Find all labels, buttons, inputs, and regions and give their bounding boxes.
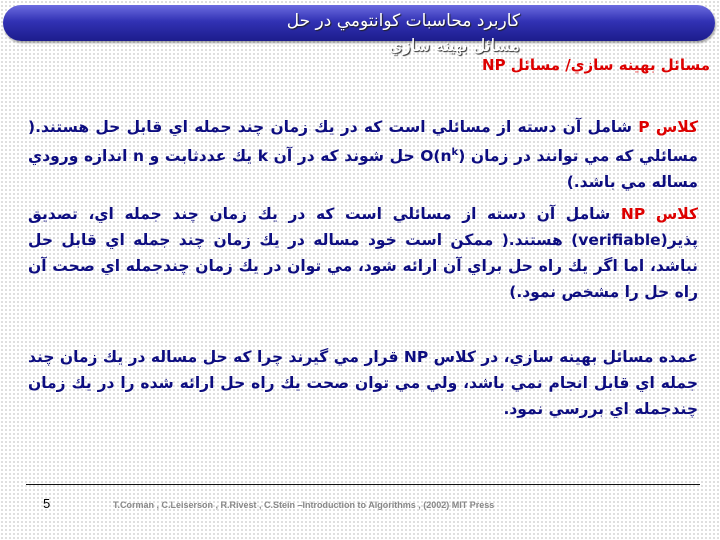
p-class-label: كلاس P [638,118,698,136]
conclusion-paragraph: عمده مسائل بهينه سازي، در كلاس NP قرار مي گيرند چرا كه حل مساله در يك زمان چند جمله اي قابل انجام نمي باشد، ولي مي توان صحت يك راه حل ارائه شده را در يك زمان چندجمله اي بررسي نمود. [28,348,698,418]
p-class-text-2: حل شوند كه در آن k يك عددثابت و n اندازه ورودي مساله مي باشد.) [28,147,698,192]
p-class-paragraph [28,114,698,195]
page-number: 5 [43,496,51,511]
footer-citation: T.Corman , C.Leiserson , R.Rivest , C.Stein –Introduction to Algorithms , (2002) MIT Press [113,500,495,510]
slide-title: كاربرد محاسبات كوانتومي در حل مسائل بهينه سازي [286,11,520,56]
complexity-expression [420,147,465,165]
complexity-base: O(n [420,147,452,166]
footer-divider [26,484,700,485]
slide-subtitle: مسائل بهينه سازي/ مسائل NP [482,56,710,74]
complexity-close: ) [458,147,466,166]
np-class-paragraph [28,201,698,305]
np-class-label: كلاس NP [620,205,698,223]
p-class-text-1: شامل آن دسته از مسائلي است كه در يك زمان چند جمله اي قابل حل هستند.( مسائلي كه مي توانند در زمان [28,118,698,166]
np-class-text: شامل آن دسته از مسائلي است كه در يك زمان چند جمله اي، تصديق پذير(verifiable) هستند.( ممكن است خود مساله در يك زمان چند جمله اي قابل حل نباشد، اما اگر يك راه حل براي آن ارائه شود، مي توان در يك زمان چندجمله اي صحت آن راه حل را مشخص نمود.) [28,205,698,301]
complexity-exponent: k [451,147,459,158]
